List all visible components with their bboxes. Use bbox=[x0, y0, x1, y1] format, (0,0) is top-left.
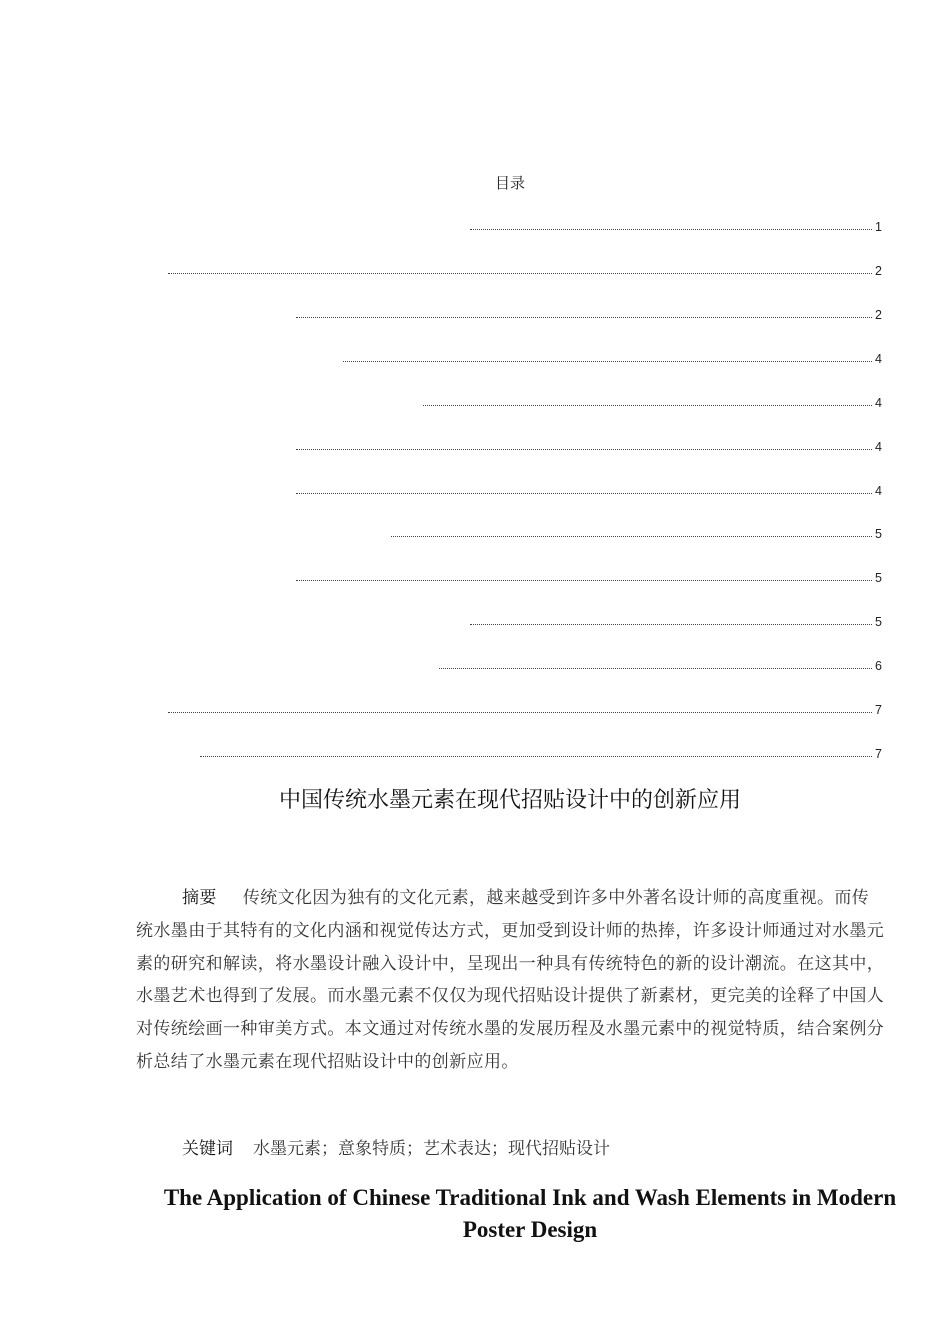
toc-page-number: 5 bbox=[875, 527, 882, 541]
toc-page-number: 4 bbox=[875, 484, 882, 498]
toc-entry[interactable] bbox=[343, 348, 882, 366]
toc-leader bbox=[200, 756, 872, 757]
toc-entry[interactable] bbox=[296, 436, 882, 454]
toc-page-number: 5 bbox=[875, 571, 882, 585]
toc-page-number: 7 bbox=[875, 747, 882, 761]
toc-page-number: 4 bbox=[875, 396, 882, 410]
toc-leader bbox=[470, 624, 872, 625]
toc-entry[interactable] bbox=[296, 304, 882, 322]
toc-entry[interactable] bbox=[200, 743, 882, 761]
toc-page-number: 1 bbox=[875, 220, 882, 234]
toc-leader bbox=[423, 405, 872, 406]
abstract-paragraph bbox=[136, 882, 886, 1079]
toc-entry[interactable] bbox=[391, 523, 882, 541]
toc-entry[interactable] bbox=[296, 567, 882, 585]
toc-page-number: 4 bbox=[875, 352, 882, 366]
toc-page-number: 4 bbox=[875, 440, 882, 454]
toc-entry[interactable] bbox=[168, 699, 882, 717]
toc-entry[interactable] bbox=[439, 655, 882, 673]
toc-leader bbox=[391, 536, 872, 537]
english-title: The Application of Chinese Traditional Ink and Wash Elements in Modern Poster Design bbox=[163, 1185, 897, 1242]
abstract-text: 传统文化因为独有的文化元素，越来越受到许多中外著名设计师的高度重视。而传统水墨由于其特有的文化内涵和视觉传达方式，更加受到设计师的热捧，许多设计师通过对水墨元素的研究和解读，将水墨设计融入设计中，呈现出一种具有传统特色的新的设计潮流。在这其中，水墨艺术也得到了发展。而水墨元素不仅仅为现代招贴设计提供了新素材，更完美的诠释了中国人对传统绘画一种审美方式。本文通过对传统水墨的发展历程及水墨元素中的视觉特质，结合案例分析总结了水墨元素在现代招贴设计中的创新应用。 bbox=[136, 888, 885, 1072]
toc-leader bbox=[296, 317, 872, 318]
keywords-label: 关键词 bbox=[182, 1139, 233, 1159]
toc-page-number: 2 bbox=[875, 264, 882, 278]
toc-leader bbox=[168, 273, 872, 274]
toc-entry[interactable] bbox=[470, 611, 882, 629]
toc-entry[interactable] bbox=[423, 392, 882, 410]
toc-page-number: 5 bbox=[875, 615, 882, 629]
toc-page-number: 7 bbox=[875, 703, 882, 717]
toc-leader bbox=[343, 361, 872, 362]
toc-page-number: 2 bbox=[875, 308, 882, 322]
keywords-text: 水墨元素；意象特质；艺术表达；现代招贴设计 bbox=[253, 1139, 610, 1159]
keywords-line bbox=[182, 1134, 610, 1159]
toc-leader bbox=[470, 229, 872, 230]
toc-leader bbox=[168, 712, 872, 713]
toc-entry[interactable] bbox=[296, 480, 882, 498]
toc-leader bbox=[439, 668, 872, 669]
toc-leader bbox=[296, 449, 872, 450]
toc-entry[interactable] bbox=[470, 216, 882, 234]
chinese-title: 中国传统水墨元素在现代招贴设计中的创新应用 bbox=[278, 788, 741, 813]
toc-leader bbox=[296, 580, 872, 581]
abstract-label: 摘要 bbox=[182, 888, 217, 908]
toc-entry[interactable] bbox=[168, 260, 882, 278]
toc-leader bbox=[296, 493, 872, 494]
toc-page-number: 6 bbox=[875, 659, 882, 673]
toc-title: 目录 bbox=[494, 174, 525, 192]
